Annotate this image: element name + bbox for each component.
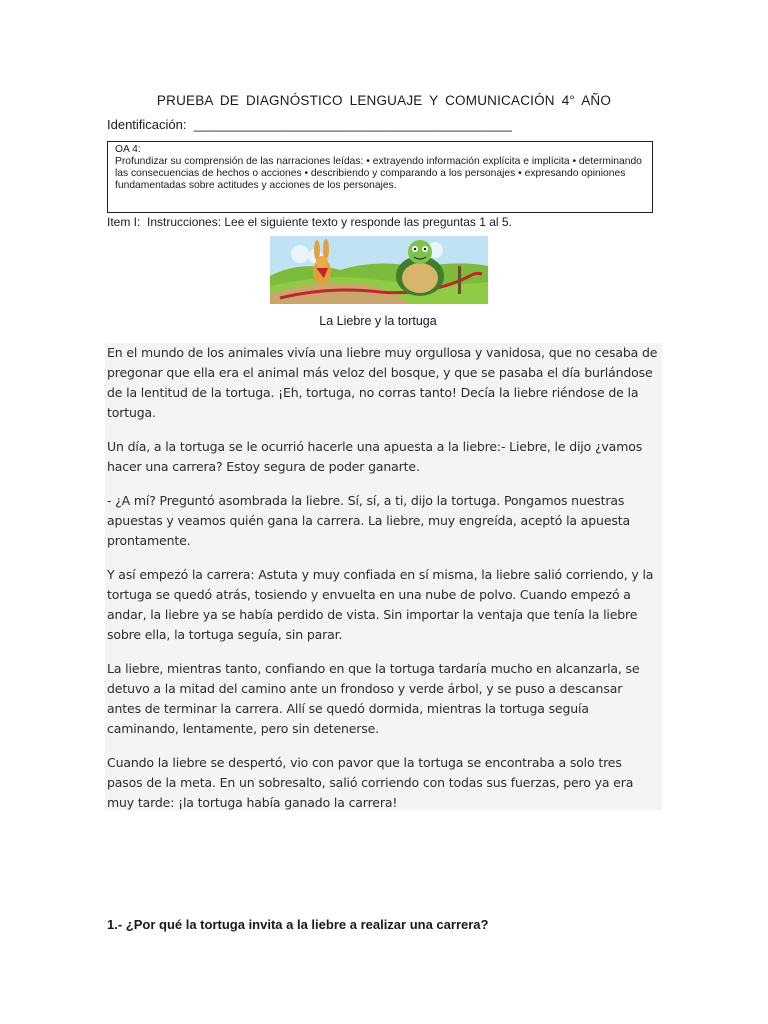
story-paragraph: Cuando la liebre se despertó, vio con pavor que la tortuga se encontraba a solo tres pasos de la meta. En un sobresalto, salió corriendo con todas sus fuerzas, pero ya era muy tarde: ¡la tortuga había ganado la carrera!	[107, 755, 634, 810]
identification-row	[107, 117, 512, 132]
story-paragraph: Un día, a la tortuga se le ocurrió hacerle una apuesta a la liebre:- Liebre, le dijo ¿vamos hacer una carrera? Estoy segura de poder ganarte.	[107, 439, 643, 474]
objective-code: OA 4:	[115, 144, 141, 155]
story-title: La Liebre y la tortuga	[319, 314, 437, 328]
item-instructions	[107, 215, 512, 229]
hare-tortoise-illustration	[270, 236, 488, 304]
story-paragraph: La liebre, mientras tanto, confiando en que la tortuga tardaría mucho en alcanzarla, se detuvo a la mitad del camino ante un frondoso y verde árbol, y se puso a descansar antes de terminar la carrera. Allí se quedó dormida, mientras la tortuga seguía caminando, lentamente, pero sin detenerse.	[107, 661, 640, 736]
story-paragraph: - ¿A mí? Preguntó asombrada la liebre. Sí, sí, a ti, dijo la tortuga. Pongamos nuestras apuestas y veamos quién gana la carrera. La liebre, muy engreída, aceptó la apuesta prontamente.	[107, 493, 630, 548]
item-label: Item I:	[107, 215, 141, 229]
story-paragraph: Y así empezó la carrera: Astuta y muy confiada en sí misma, la liebre salió corriendo, y la tortuga se quedó atrás, tosiendo y envuelta en una nube de polvo. Cuando empezó a andar, la liebre ya se había perdido de vista. Sin importar la ventaja que tenía la liebre sobre ella, la tortuga seguía, sin parar.	[107, 567, 654, 642]
objective-text: Profundizar su comprensión de las narraciones leídas: • extrayendo información explícita e implícita • determinando las consecuencias de hechos o acciones • describiendo y comparando a los personajes • expresando opiniones fundamentadas sobre actitudes y acciones de los personajes.	[115, 156, 642, 191]
identification-label: Identificación:	[107, 117, 187, 132]
question-1: 1.- ¿Por qué la tortuga invita a la liebre a realizar una carrera?	[107, 917, 489, 932]
story-paragraph: En el mundo de los animales vivía una liebre muy orgullosa y vanidosa, que no cesaba de pregonar que ella era el animal más veloz del bosque, y que se pasaba el día burlándose de la lentitud de la tortuga. ¡Eh, tortuga, no corras tanto! Decía la liebre riéndose de la tortuga.	[107, 345, 658, 420]
story-text	[105, 343, 662, 810]
page-title: PRUEBA DE DIAGNÓSTICO LENGUAJE Y COMUNICACIÓN 4° AÑO	[156, 93, 612, 108]
race-illustration-image	[270, 236, 488, 304]
learning-objective-box	[107, 141, 653, 213]
identification-blank: ____________________________________________	[186, 117, 512, 132]
instructions-text: Instrucciones: Lee el siguiente texto y responde las preguntas 1 al 5.	[140, 215, 512, 229]
